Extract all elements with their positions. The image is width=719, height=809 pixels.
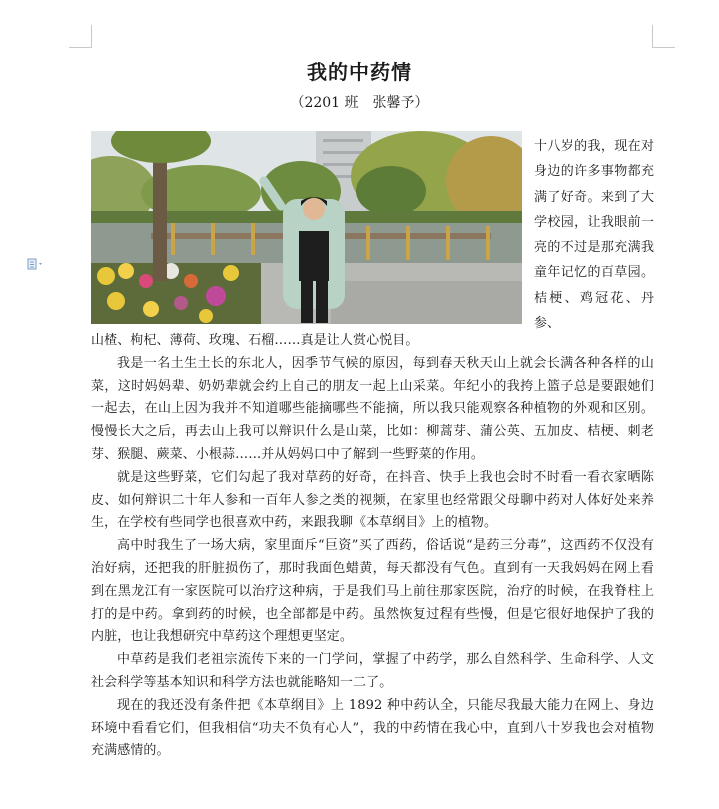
document-subtitle: （2201 班 张馨予） bbox=[290, 95, 429, 111]
body-text bbox=[91, 330, 654, 763]
document-title: 我的中药情 bbox=[307, 60, 412, 84]
wrapped-intro-text: 十八岁的我，现在对身边的许多事物都充满了好奇。来到了大学校园，让我眼前一亮的不过是那充满我童年记忆的百草园。桔梗、鸡冠花、丹参、 bbox=[534, 139, 654, 332]
body-paragraph: 现在的我还没有条件把《本草纲目》上 1892 种中药认全，只能尽我最大能力在网上、身边环境中看看它们，但我相信“功夫不负有心人”，我的中药情在我心中，直到八十岁我也会对植物充满感情的。 bbox=[91, 697, 654, 759]
crop-mark-top-left bbox=[69, 25, 92, 48]
paragraph-marker-icon[interactable] bbox=[27, 258, 47, 270]
body-paragraph: 山楂、枸杞、薄荷、玫瑰、石榴……真是让人赏心悦目。 bbox=[91, 333, 419, 348]
body-paragraph: 我是一名土生土长的东北人，因季节气候的原因，每到春天秋天山上就会长满各种各样的山菜，这时妈妈辈、奶奶辈就会约上自己的朋友一起上山采菜。年纪小的我挎上篮子总是要跟她们一起去，在山上因为我并不知道哪些能摘哪些不能摘，所以我只能观察各种植物的外观和区别。慢慢长大之后，再去山上我可以辩识什么是山菜，比如：柳蒿芽、蒲公英、五加皮、桔梗、刺老芽、猴腿、蕨菜、小根蒜……并从妈妈口中了解到一些野菜的作用。 bbox=[91, 355, 654, 462]
crop-mark-top-right bbox=[652, 25, 675, 48]
body-paragraph: 高中时我生了一场大病，家里面斥“巨资”买了西药，俗话说“是药三分毒”，这西药不仅没有治好病，还把我的肝脏损伤了，那时我面色蜡黄，每天都没有气色。直到有一天我妈妈在网上看到在黑龙江有一家医院可以治疗这种病，于是我们马上前往那家医院，治疗的时候，在我脊柱上打的是中药。拿到药的时候，也全部都是中药。虽然恢复过程有些慢，但是它很好地保护了我的内脏，也让我想研究中草药这个理想更坚定。 bbox=[91, 538, 654, 645]
body-paragraph: 就是这些野菜，它们勾起了我对草药的好奇，在抖音、快手上我也会时不时看一看衣家晒陈皮、如何辩识二十年人参和一百年人参之类的视频，在家里也经常跟父母聊中药对人体好处来养生，在学校有些同学也很喜欢中药，来跟我聊《本草纲目》上的植物。 bbox=[91, 469, 654, 531]
student-photo bbox=[91, 131, 522, 324]
body-paragraph: 中草药是我们老祖宗流传下来的一门学问，掌握了中药学，那么自然科学、生命科学、人文社会科学等基本知识和科学方法也就能略知一二了。 bbox=[91, 652, 654, 690]
